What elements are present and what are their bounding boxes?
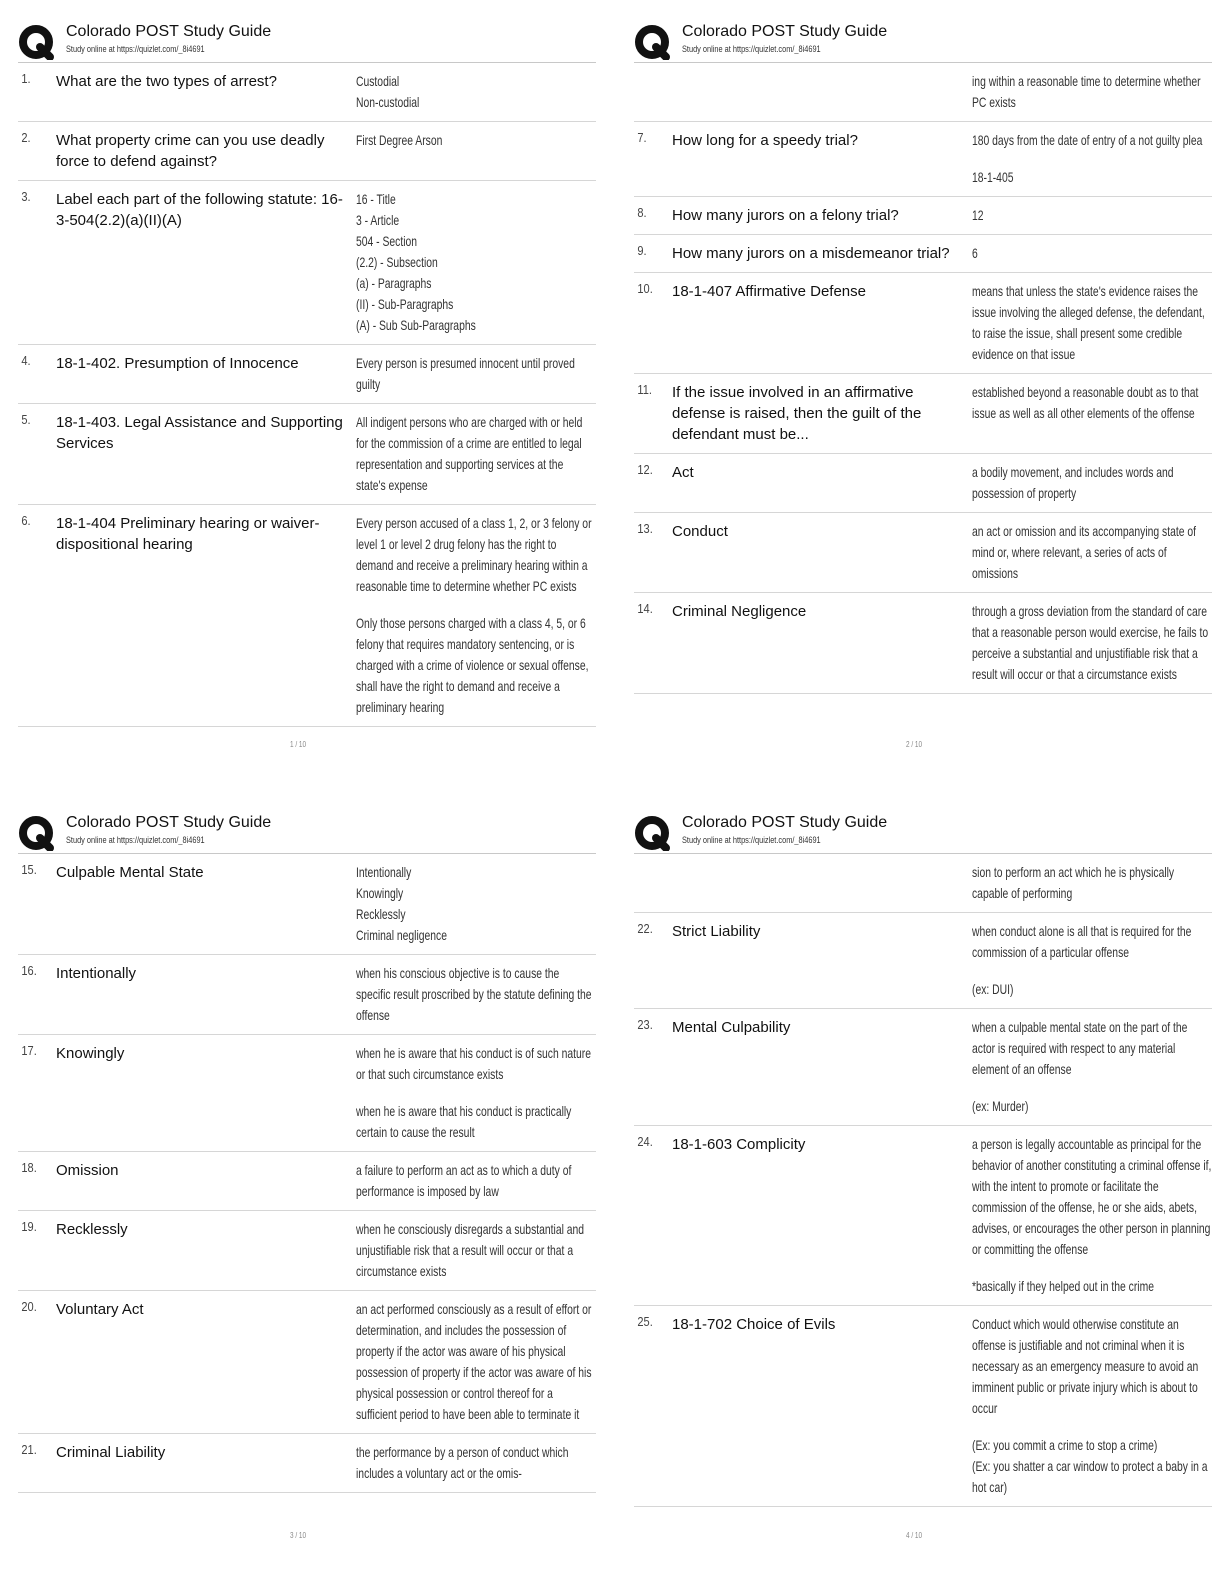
definition-paragraph: First Degree Arson xyxy=(356,132,443,148)
card-definition xyxy=(356,1299,596,1425)
definition-paragraph: 16 - Title 3 - Article 504 - Section (2.2) - Subsection (a) - Paragraphs (II) - Sub-Paragraphs (A) - Sub Sub-Paragraphs xyxy=(356,191,476,333)
card-number: 12. xyxy=(637,462,653,477)
definition-paragraph: ing within a reasonable time to determine whether PC exists xyxy=(972,73,1201,110)
card-term: 18-1-702 Choice of Evils xyxy=(672,1316,836,1333)
card-list xyxy=(634,62,1212,694)
flashcard-row xyxy=(634,513,1212,593)
card-number: 13. xyxy=(637,521,653,536)
card-term: Culpable Mental State xyxy=(56,864,204,881)
card-definition xyxy=(972,462,1212,504)
definition-paragraph: an act or omission and its accompanying state of mind or, where relevant, a series of acts of omissions xyxy=(972,523,1197,581)
card-definition xyxy=(356,1043,596,1143)
flashcard-row xyxy=(18,345,596,404)
card-definition xyxy=(972,71,1212,113)
card-list xyxy=(634,853,1212,1507)
card-number: 25. xyxy=(637,1314,653,1329)
card-number: 23. xyxy=(637,1017,653,1032)
card-number: 6. xyxy=(21,513,31,528)
card-number xyxy=(634,71,666,113)
page-header xyxy=(18,813,596,853)
flashcard-row xyxy=(634,273,1212,374)
definition-paragraph: through a gross deviation from the standard of care that a reasonable person would exercise, he fails to perceive a substantial and unjustifiable risk that a result will occur or that a circumstance exists xyxy=(972,603,1209,682)
document-subtitle: Study online at https://quizlet.com/_8i4691 xyxy=(682,835,821,845)
quizlet-logo-icon xyxy=(18,24,54,60)
flashcard-row xyxy=(634,1306,1212,1507)
flashcard-row xyxy=(18,1434,596,1493)
card-term: Label each part of the following statute: 16-3-504(2.2)(a)(II)(A) xyxy=(56,191,343,229)
definition-paragraph: a failure to perform an act as to which a duty of performance is imposed by law xyxy=(356,1162,572,1199)
flashcard-row xyxy=(634,1126,1212,1306)
card-number: 9. xyxy=(637,243,647,258)
card-number: 24. xyxy=(637,1134,653,1149)
flashcard-row xyxy=(18,1035,596,1152)
flashcard-row xyxy=(18,122,596,181)
definition-paragraph: when he is aware that his conduct is practically certain to cause the result xyxy=(356,1103,572,1140)
definition-paragraph: (ex: Murder) xyxy=(972,1098,1029,1114)
definition-paragraph: *basically if they helped out in the crime xyxy=(972,1278,1154,1294)
card-definition xyxy=(972,1314,1212,1498)
card-term: 18-1-404 Preliminary hearing or waiver-dispositional hearing xyxy=(56,515,320,553)
flashcard-row xyxy=(634,593,1212,694)
quizlet-logo-icon xyxy=(634,24,670,60)
card-definition xyxy=(356,1160,596,1202)
document-title: Colorado POST Study Guide xyxy=(66,814,272,831)
definition-paragraph: Every person is presumed innocent until proved guilty xyxy=(356,355,575,392)
flashcard-row xyxy=(634,1009,1212,1126)
flashcard-row xyxy=(18,1152,596,1211)
definition-paragraph: an act performed consciously as a result of effort or determination, and includes the possession of property if the actor was aware of his physical possession of property if the actor was aware of his physical possession or control thereof for a sufficient period to have been able to terminate it xyxy=(356,1301,592,1422)
flashcard-row xyxy=(18,505,596,727)
card-definition xyxy=(972,130,1212,188)
card-definition xyxy=(356,963,596,1026)
definition-paragraph: means that unless the state's evidence raises the issue involving the alleged defense, the defendant, to raise the issue, shall present some credible evidence on that issue xyxy=(972,283,1205,362)
card-number: 2. xyxy=(21,130,31,145)
card-term: Criminal Liability xyxy=(56,1444,166,1461)
definition-paragraph: (ex: DUI) xyxy=(972,981,1014,997)
card-definition xyxy=(356,513,596,718)
card-term: Omission xyxy=(56,1162,119,1179)
card-definition xyxy=(356,412,596,496)
flashcard-row xyxy=(18,853,596,955)
flashcard-row xyxy=(18,1211,596,1291)
card-number: 20. xyxy=(21,1299,37,1314)
definition-paragraph: when he consciously disregards a substantial and unjustifiable risk that a result will occur or that a circumstance exists xyxy=(356,1221,585,1279)
card-definition xyxy=(356,189,596,336)
card-number: 21. xyxy=(21,1442,37,1457)
card-definition xyxy=(972,205,1212,226)
quizlet-logo-icon xyxy=(18,815,54,851)
definition-paragraph: the performance by a person of conduct which includes a voluntary act or the omis- xyxy=(356,1444,569,1481)
card-term: How many jurors on a misdemeanor trial? xyxy=(672,245,950,262)
card-definition xyxy=(356,1442,596,1484)
card-number: 1. xyxy=(21,71,31,86)
definition-paragraph: 6 xyxy=(972,245,978,261)
card-definition xyxy=(972,1017,1212,1117)
card-term: 18-1-403. Legal Assistance and Supporting Services xyxy=(56,414,343,452)
document-page-3 xyxy=(18,813,596,1573)
card-number: 16. xyxy=(21,963,37,978)
card-term: If the issue involved in an affirmative defense is raised, then the guilt of the defendant must be... xyxy=(672,384,922,443)
card-definition xyxy=(972,521,1212,584)
card-term: 18-1-603 Complicity xyxy=(672,1136,806,1153)
card-term: Knowingly xyxy=(56,1045,125,1062)
card-number: 17. xyxy=(21,1043,37,1058)
flashcard-row xyxy=(634,454,1212,513)
card-term: How many jurors on a felony trial? xyxy=(672,207,899,224)
card-number: 14. xyxy=(637,601,653,616)
definition-paragraph: when he is aware that his conduct is of such nature or that such circumstance exists xyxy=(356,1045,591,1082)
card-number: 22. xyxy=(637,921,653,936)
card-term: What are the two types of arrest? xyxy=(56,73,277,90)
definition-paragraph: All indigent persons who are charged with or held for the commission of a crime are entitled to legal representation and supporting services at the state's expense xyxy=(356,414,583,493)
card-term: How long for a speedy trial? xyxy=(672,132,858,149)
flashcard-row xyxy=(18,404,596,505)
card-definition xyxy=(972,921,1212,1000)
flashcard-row xyxy=(634,122,1212,197)
card-definition xyxy=(356,1219,596,1282)
page-number: 1 / 10 xyxy=(289,740,306,749)
card-term: Strict Liability xyxy=(672,923,761,940)
card-number: 8. xyxy=(637,205,647,220)
definition-paragraph: established beyond a reasonable doubt as to that issue as well as all other elements of the offense xyxy=(972,384,1199,421)
flashcard-row xyxy=(634,62,1212,122)
definition-paragraph: 18-1-405 xyxy=(972,169,1014,185)
card-number: 4. xyxy=(21,353,31,368)
card-definition xyxy=(356,353,596,395)
card-number: 10. xyxy=(637,281,653,296)
card-term: 18-1-402. Presumption of Innocence xyxy=(56,355,299,372)
flashcard-row xyxy=(18,955,596,1035)
definition-paragraph: Only those persons charged with a class 4, 5, or 6 felony that requires mandatory sentencing, or is charged with a crime of violence or sexual offense, shall have the right to demand and receive a preliminary hearing xyxy=(356,615,589,715)
card-term: Intentionally xyxy=(56,965,137,982)
page-number: 4 / 10 xyxy=(905,1531,922,1540)
document-page-2 xyxy=(634,22,1212,782)
card-definition xyxy=(972,862,1212,904)
document-page-4 xyxy=(634,813,1212,1573)
card-number: 5. xyxy=(21,412,31,427)
document-title: Colorado POST Study Guide xyxy=(682,814,888,831)
document-page-1 xyxy=(18,22,596,782)
definition-paragraph: a bodily movement, and includes words and possession of property xyxy=(972,464,1174,501)
card-definition xyxy=(972,243,1212,264)
card-number: 18. xyxy=(21,1160,37,1175)
flashcard-row xyxy=(634,235,1212,273)
flashcard-row xyxy=(634,913,1212,1009)
card-definition xyxy=(972,281,1212,365)
card-term: Recklessly xyxy=(56,1221,128,1238)
card-term: 18-1-407 Affirmative Defense xyxy=(672,283,866,300)
card-definition xyxy=(972,382,1212,445)
card-number: 19. xyxy=(21,1219,37,1234)
definition-paragraph: 12 xyxy=(972,207,984,223)
card-number: 11. xyxy=(637,382,652,397)
definition-paragraph: (Ex: you commit a crime to stop a crime) (Ex: you shatter a car window to protect a baby in a hot car) xyxy=(972,1437,1208,1495)
flashcard-row xyxy=(634,853,1212,913)
card-definition xyxy=(356,862,596,946)
card-number: 7. xyxy=(637,130,647,145)
definition-paragraph: when a culpable mental state on the part of the actor is required with respect to any material element of an offense xyxy=(972,1019,1188,1077)
card-term xyxy=(672,862,972,904)
flashcard-row xyxy=(18,181,596,345)
card-number xyxy=(634,862,666,904)
card-term: Criminal Negligence xyxy=(672,603,807,620)
document-title: Colorado POST Study Guide xyxy=(66,23,272,40)
card-definition xyxy=(356,130,596,172)
card-term: Mental Culpability xyxy=(672,1019,791,1036)
page-number: 3 / 10 xyxy=(289,1531,306,1540)
document-subtitle: Study online at https://quizlet.com/_8i4691 xyxy=(682,44,821,54)
card-term: Voluntary Act xyxy=(56,1301,144,1318)
card-number: 15. xyxy=(21,862,37,877)
document-subtitle: Study online at https://quizlet.com/_8i4691 xyxy=(66,835,205,845)
document-title: Colorado POST Study Guide xyxy=(682,23,888,40)
definition-paragraph: when his conscious objective is to cause the specific result proscribed by the statute defining the offense xyxy=(356,965,592,1023)
card-definition xyxy=(972,1134,1212,1297)
card-term: What property crime can you use deadly force to defend against? xyxy=(56,132,325,170)
definition-paragraph: when conduct alone is all that is required for the commission of a particular offense xyxy=(972,923,1192,960)
document-subtitle: Study online at https://quizlet.com/_8i4691 xyxy=(66,44,205,54)
card-definition xyxy=(356,71,596,113)
flashcard-row xyxy=(634,374,1212,454)
quizlet-logo-icon xyxy=(634,815,670,851)
page-header xyxy=(634,22,1212,62)
definition-paragraph: 180 days from the date of entry of a not guilty plea xyxy=(972,132,1203,148)
definition-paragraph: Every person accused of a class 1, 2, or 3 felony or level 1 or level 2 drug felony has the right to demand and receive a preliminary hearing within a reasonable time to determine whether PC exists xyxy=(356,515,592,594)
definition-paragraph: Intentionally Knowingly Recklessly Criminal negligence xyxy=(356,864,447,943)
definition-paragraph: Custodial Non-custodial xyxy=(356,73,420,110)
flashcard-row xyxy=(18,1291,596,1434)
card-term: Act xyxy=(672,464,694,481)
card-term xyxy=(672,71,972,113)
page-header xyxy=(18,22,596,62)
card-number: 3. xyxy=(21,189,31,204)
page-header xyxy=(634,813,1212,853)
flashcard-row xyxy=(634,197,1212,235)
card-list xyxy=(18,62,596,727)
card-term: Conduct xyxy=(672,523,728,540)
definition-paragraph: Conduct which would otherwise constitute an offense is justifiable and not criminal when it is necessary as an emergency measure to avoid an imminent public or private injury which is about to occur xyxy=(972,1316,1199,1416)
flashcard-row xyxy=(18,62,596,122)
page-number: 2 / 10 xyxy=(905,740,922,749)
definition-paragraph: a person is legally accountable as principal for the behavior of another constituting a criminal offense if, with the intent to promote or facilitate the commission of the offense, he or she aids, abets, advises, or encourages the other person in planning or committing the offense xyxy=(972,1136,1212,1257)
card-definition xyxy=(972,601,1212,685)
card-list xyxy=(18,853,596,1493)
definition-paragraph: sion to perform an act which he is physically capable of performing xyxy=(972,864,1175,901)
